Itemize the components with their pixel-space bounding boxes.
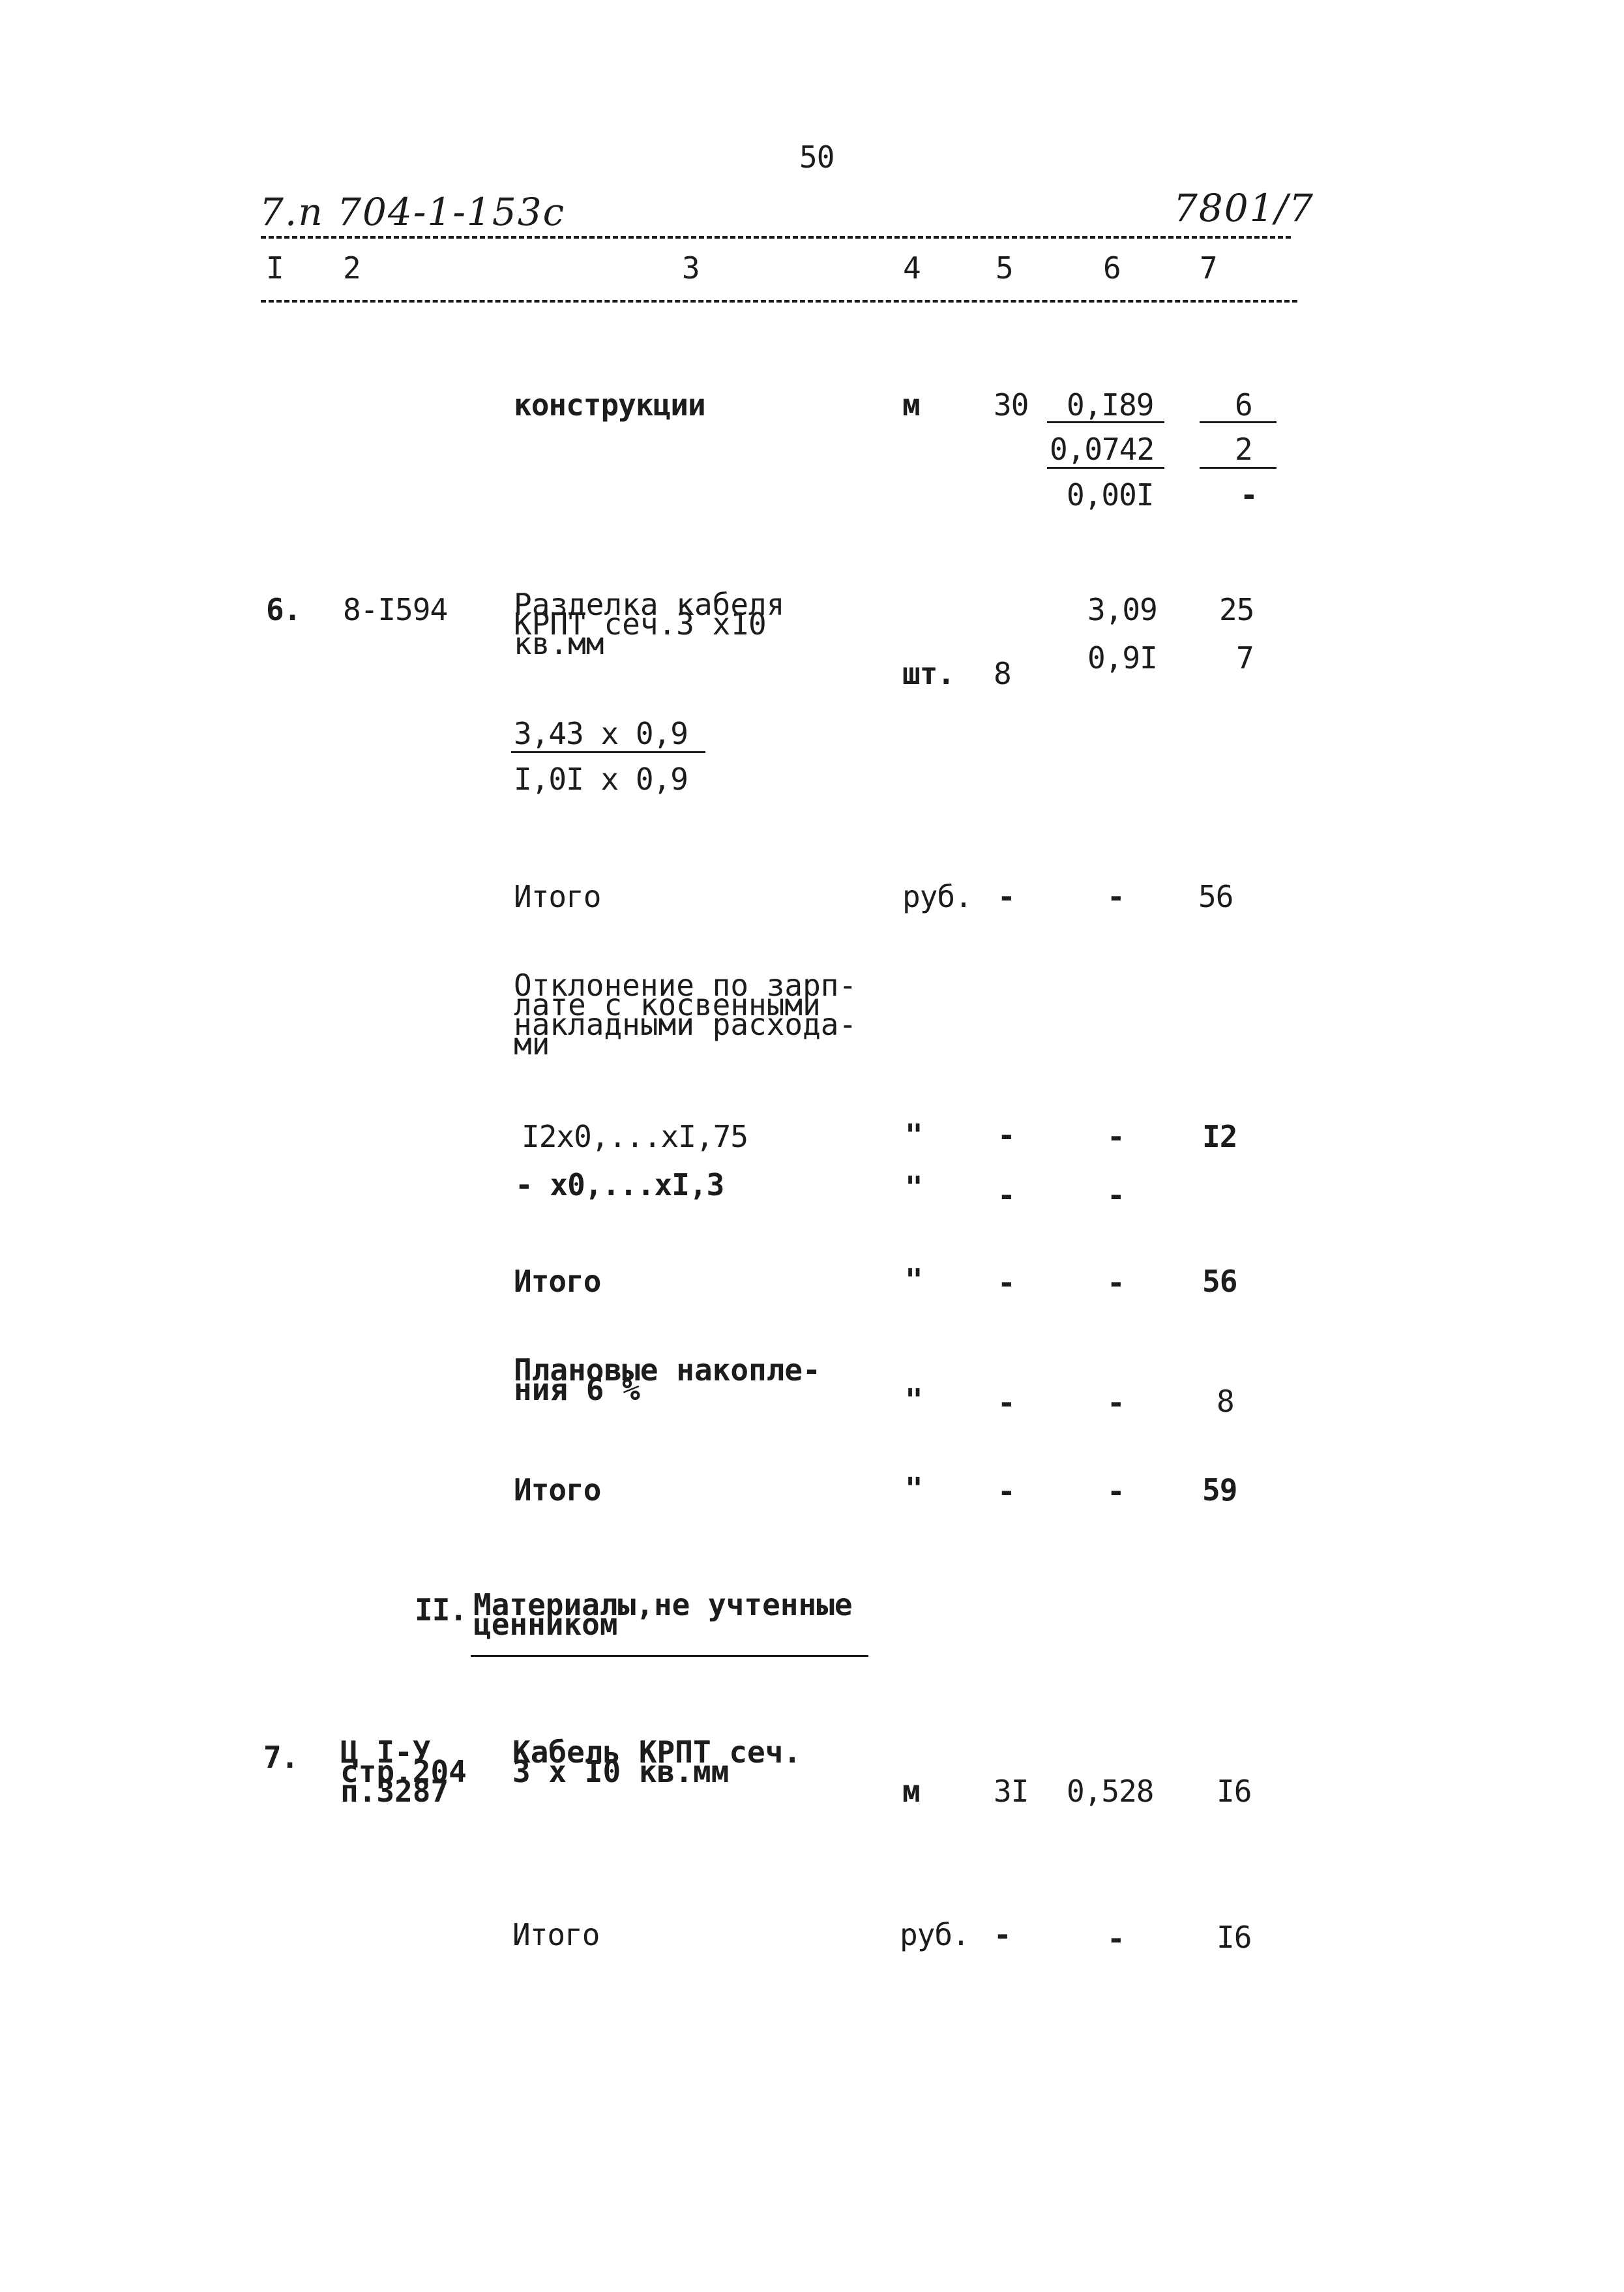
item-description: Итого [514,1264,601,1299]
item-description: Итого [514,879,601,914]
price-value: 0,528 [1067,1774,1154,1809]
price-value: - [1107,1178,1125,1213]
fraction-line [1200,467,1277,469]
cost-value: 59 [1202,1472,1237,1508]
unit: " [905,1382,923,1418]
fraction-line [1200,421,1277,423]
item-description: Разделка кабеля КРПТ сеч.3 х10 кв.мм [514,587,785,661]
cost-value: I6 [1217,1920,1252,1955]
unit: " [905,1471,923,1506]
quantity: - [997,1265,1015,1300]
cost-value: I6 [1217,1774,1252,1809]
quantity: - [997,879,1015,914]
column-number: 2 [343,250,361,286]
column-number: 3 [682,250,700,286]
unit: м [902,387,920,423]
item-description: Плановые накопле- ния 6 % [514,1352,821,1407]
fraction-line [1047,421,1164,423]
quantity: - [997,1178,1015,1213]
formula-denominator: I,0I х 0,9 [514,762,688,797]
handwritten-sheet-code: 7801/7 [1174,186,1315,230]
price-value: - [1107,1385,1125,1420]
item-description: Итого [514,1472,601,1508]
item-description: - х0,...хI,3 [515,1167,724,1202]
price-value: 0,00I [1067,477,1154,513]
unit: руб. [902,879,972,914]
item-description: Итого [512,1917,600,1952]
unit: м [902,1774,920,1809]
price-value: - [1107,1265,1125,1300]
quantity: - [997,1474,1015,1509]
price-value: - [1107,1921,1125,1956]
page-number: 50 [799,140,834,175]
item-description: I2х0,...хI,75 [522,1119,748,1154]
quantity: - [994,1917,1011,1952]
header-bottom-rule [261,300,1297,303]
rate-code: 8-I594 [343,592,448,627]
header-top-rule [261,236,1291,239]
cost-value: 56 [1198,879,1233,914]
cost-value: 25 [1219,592,1254,627]
quantity: - [997,1385,1015,1420]
formula-numerator: 3,43 х 0,9 [514,716,688,751]
section-underline [471,1655,868,1657]
cost-value: 8 [1217,1384,1234,1419]
cost-value: 6 [1235,387,1252,423]
item-description: Отклонение по зарп- лате с косвенными накладными расхода- ми [514,968,857,1062]
cost-value: I2 [1202,1119,1237,1154]
cost-value: - [1240,477,1258,513]
price-value: - [1107,1474,1125,1509]
item-description: конструкции [514,387,705,423]
row-number: 6. [266,592,301,627]
section-number: II. [415,1592,467,1628]
price-value: - [1107,1119,1125,1154]
unit: " [905,1262,923,1298]
rate-code: Ц I-У стр.204 п.3287 [340,1734,467,1809]
row-number: 7. [263,1740,299,1775]
column-number: 6 [1103,250,1121,286]
fraction-line [1047,467,1164,469]
price-value: 3,09 [1087,592,1157,627]
section-title: Материалы,не учтенные ценником [473,1587,853,1642]
quantity: - [997,1118,1015,1153]
unit: " [905,1170,923,1205]
unit: руб. [900,1917,969,1952]
column-number: 7 [1200,250,1217,286]
cost-value: 7 [1236,640,1254,676]
handwritten-project-code: 7.п 704-1-153с [259,190,566,234]
column-number: 5 [996,250,1013,286]
price-value: 0,9I [1087,640,1157,676]
quantity: 30 [994,387,1029,423]
quantity: 8 [994,656,1011,691]
quantity: 3I [994,1774,1029,1809]
fraction-line [511,751,705,753]
cost-value: 56 [1202,1264,1237,1299]
price-value: 0,I89 [1067,387,1154,423]
unit: шт. [902,656,955,691]
unit: " [905,1118,923,1153]
price-value: - [1107,879,1125,914]
cost-value: 2 [1235,432,1252,467]
column-number: I [266,250,284,286]
column-number: 4 [903,250,921,286]
price-value: 0,0742 [1050,432,1155,467]
item-description: Кабель КРПТ сеч. 3 х I0 кв.мм [512,1734,802,1789]
